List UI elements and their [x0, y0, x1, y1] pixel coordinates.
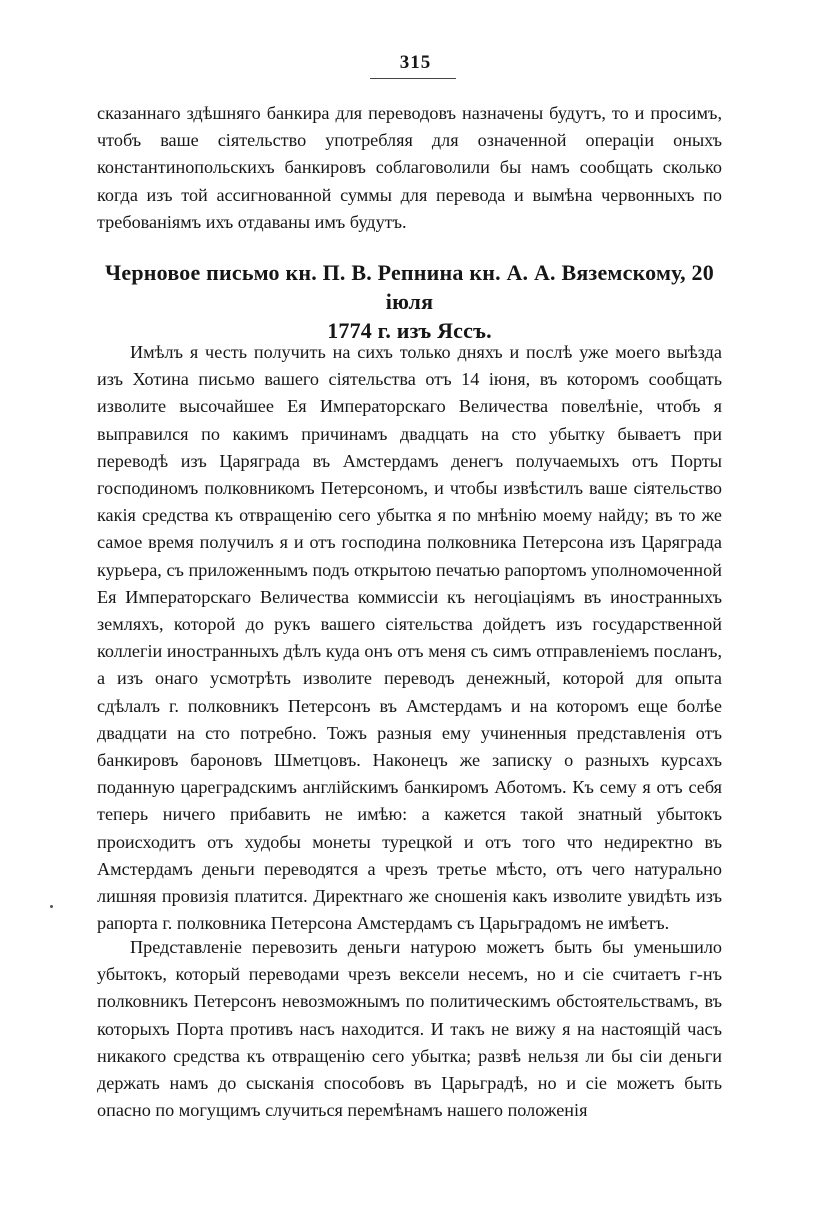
- letter-heading-line-2: 1774 г. изъ Яссъ.: [327, 318, 492, 343]
- letter-paragraph-2: Представленіе перевозить деньги натурою можетъ быть бы уменьшило убытокъ, который переводами чрезъ вексели несемъ, но и сіе считаетъ г-нъ полковникъ Петерсонъ невозможнымъ по политическимъ обстоятельствамъ, въ которыхъ Порта противъ насъ находится. И такъ не вижу я на настоящій часъ никакого средства къ отвращенію сего убытка; развѣ нельзя ли бы сіи деньги держать намъ до сысканія способовъ въ Царьградѣ, но и сіе можетъ быть опасно по могущимъ случиться перемѣнамъ нашего положенія: [97, 937, 722, 1121]
- intro-paragraph-block: [97, 100, 722, 236]
- letter-heading-line-1: Черновое письмо кн. П. В. Репнина кн. А. А. Вяземскому, 20 іюля: [105, 260, 714, 314]
- intro-paragraph: сказаннаго здѣшняго банкира для переводовъ назначены будутъ, то и просимъ, чтобъ ваше сіятельство употребляя для означенной операціи оныхъ константинопольскихъ банкировъ соблаговолили бы намъ сообщать сколько когда изъ той ассигнованной суммы для перевода и вымѣна червонныхъ по требованіямъ ихъ отдаваны имъ будутъ.: [97, 103, 722, 232]
- letter-paragraph-1-block: [97, 339, 722, 937]
- page-number: 315: [399, 52, 432, 73]
- letter-heading: [97, 258, 722, 345]
- letter-paragraph-2-block: [97, 934, 722, 1124]
- margin-speck: [50, 905, 53, 908]
- page-number-rule: [370, 78, 456, 79]
- letter-paragraph-1: Имѣлъ я честь получить на сихъ только дняхъ и послѣ уже моего выѣзда изъ Хотина письмо вашего сіятельства отъ 14 іюня, въ которомъ сообщать изволите высочайшее Ея Императорскаго Величества повелѣніе, чтобъ я выправился по какимъ причинамъ двадцать на сто убытку бываетъ при переводѣ изъ Царяграда въ Амстердамъ денегъ получаемыхъ отъ Порты господиномъ полковникомъ Петерсономъ, и чтобы извѣстилъ ваше сіятельство какія средства къ отвращенію сего убытка я по мнѣнію моему найду; въ то же самое время получилъ я и отъ господина полковника Петерсона изъ Царяграда курьера, съ приложеннымъ подъ открытою печатью рапортомъ уполномоченной Ея Императорскаго Величества коммиссіи къ негоціаціямъ въ иностранныхъ земляхъ, которой до рукъ вашего сіятельства дойдетъ изъ государственной коллегіи иностранныхъ дѣлъ куда онъ отъ меня съ симъ отправленіемъ посланъ, а изъ онаго усмотрѣть изволите переводъ денежный, которой для опыта сдѣлалъ г. полковникъ Петерсонъ въ Амстердамъ и на которомъ еще болѣе двадцати на сто потребно. Тожъ разныя ему учиненныя представленія отъ банкировъ бароновъ Шметцовъ. Наконецъ же записку о разныхъ курсахъ поданную цареградскимъ англійскимъ банкиромъ Аботомъ. Къ сему я отъ себя теперь ничего прибавить не имѣю: а кажется такой знатный убытокъ происходитъ отъ худобы монеты турецкой и отъ того что недиректно въ Амстердамъ деньги переводятся а чрезъ третье мѣсто, отъ чего натурально лишняя провизія платится. Директнаго же сношенія какъ изволите увидѣть изъ рапорта г. полковника Петерсона Амстердамъ съ Царьградомъ не имѣетъ.: [97, 342, 722, 934]
